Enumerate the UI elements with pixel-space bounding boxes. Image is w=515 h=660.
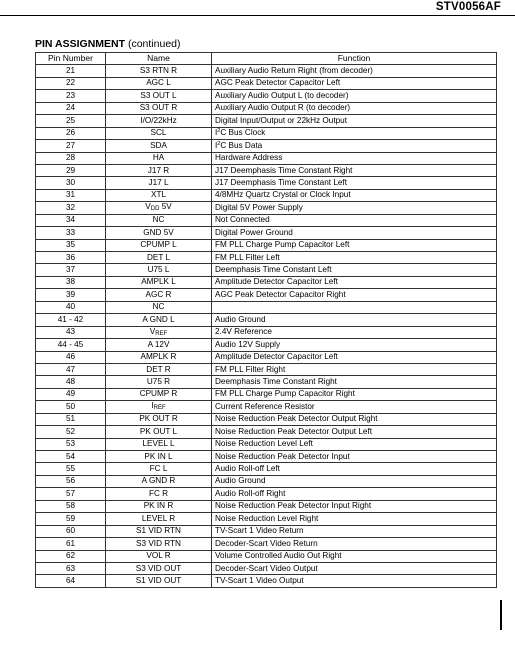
pin-function-cell: Noise Reduction Level Right (212, 513, 497, 525)
table-row (36, 152, 497, 164)
pin-name-cell (106, 202, 212, 214)
pin-function-cell: 2.4V Reference (212, 326, 497, 338)
pin-name-cell: PK IN R (106, 500, 212, 512)
pin-number-cell: 33 (36, 227, 106, 239)
pin-function-cell: Current Reference Resistor (212, 401, 497, 413)
column-header-pin-number: Pin Number (36, 53, 106, 65)
pin-function-cell: TV-Scart 1 Video Output (212, 575, 497, 587)
pin-name-cell: J17 L (106, 177, 212, 189)
table-row (36, 276, 497, 288)
pin-name-cell: AGC L (106, 77, 212, 89)
column-header-name: Name (106, 53, 212, 65)
section-title (35, 38, 181, 50)
table-row (36, 252, 497, 264)
pin-number-cell: 34 (36, 214, 106, 226)
pin-name-prefix: V (149, 326, 156, 336)
pin-function-cell (212, 140, 497, 152)
table-body (36, 65, 497, 587)
pin-function-cell: Auxiliary Audio Output L (to decoder) (212, 90, 497, 102)
section-title-suffix: (continued) (125, 38, 181, 50)
pin-number-cell: 60 (36, 525, 106, 537)
pin-function-cell: Decoder-Scart Video Output (212, 562, 497, 574)
pin-name-cell: PK OUT R (106, 413, 212, 425)
header-rule (0, 15, 515, 16)
pin-name-cell: HA (106, 152, 212, 164)
table-row (36, 525, 497, 537)
pin-number-cell: 64 (36, 575, 106, 587)
table-row (36, 351, 497, 363)
pin-function-cell: FM PLL Charge Pump Capacitor Left (212, 239, 497, 251)
pin-number-cell: 55 (36, 463, 106, 475)
pin-name-cell: CPUMP R (106, 388, 212, 400)
pin-number-cell: 54 (36, 451, 106, 463)
pin-number-cell: 37 (36, 264, 106, 276)
pin-name-cell: FC L (106, 463, 212, 475)
pin-name-cell: A GND L (106, 314, 212, 326)
pin-number-cell: 61 (36, 538, 106, 550)
table-row (36, 500, 497, 512)
pin-number-cell: 46 (36, 351, 106, 363)
pin-function-cell (212, 301, 497, 313)
pin-number-cell: 28 (36, 152, 106, 164)
pin-name-cell: SDA (106, 140, 212, 152)
pin-function-cell: Not Connected (212, 214, 497, 226)
pin-name-cell: U75 R (106, 376, 212, 388)
pin-name-cell: CPUMP L (106, 239, 212, 251)
column-header-function: Function (212, 53, 497, 65)
pin-name-cell: S3 OUT L (106, 90, 212, 102)
pin-function-cell: Audio 12V Supply (212, 339, 497, 351)
pin-name-cell: S3 VID RTN (106, 538, 212, 550)
pin-name-cell (106, 326, 212, 338)
table-row (36, 127, 497, 139)
pin-name-cell: PK IN L (106, 451, 212, 463)
table-row (36, 77, 497, 89)
pin-assignment-table (35, 52, 497, 588)
pin-number-cell: 49 (36, 388, 106, 400)
pin-function-cell (212, 127, 497, 139)
pin-number-cell: 58 (36, 500, 106, 512)
function-text: Bus Data (228, 140, 263, 150)
pin-number-cell: 40 (36, 301, 106, 313)
pin-name-cell: NC (106, 301, 212, 313)
table-row (36, 513, 497, 525)
function-superscript: 2 (217, 140, 221, 147)
pin-name-cell: I/O/22kHz (106, 115, 212, 127)
pin-number-cell: 23 (36, 90, 106, 102)
table-row (36, 363, 497, 375)
pin-function-cell: Audio Roll-off Right (212, 488, 497, 500)
table-row (36, 214, 497, 226)
pin-name-cell: S3 OUT R (106, 102, 212, 114)
pin-number-cell: 53 (36, 438, 106, 450)
pin-function-cell: Noise Reduction Peak Detector Input (212, 451, 497, 463)
pin-function-cell: AGC Peak Detector Capacitor Left (212, 77, 497, 89)
pin-number-cell: 39 (36, 289, 106, 301)
pin-function-cell: Deemphasis Time Constant Right (212, 376, 497, 388)
pin-function-cell: Digital Power Ground (212, 227, 497, 239)
pin-number-cell: 38 (36, 276, 106, 288)
table-row (36, 475, 497, 487)
pin-function-cell: FM PLL Filter Left (212, 252, 497, 264)
pin-number-cell: 35 (36, 239, 106, 251)
pin-function-cell: Audio Ground (212, 475, 497, 487)
pin-function-cell: Digital 5V Power Supply (212, 202, 497, 214)
pin-name-cell: GND 5V (106, 227, 212, 239)
pin-name-cell: NC (106, 214, 212, 226)
table-row (36, 550, 497, 562)
pin-number-cell: 21 (36, 65, 106, 77)
table-row (36, 90, 497, 102)
pin-function-cell: Auxiliary Audio Output R (to decoder) (212, 102, 497, 114)
pin-name-cell: DET R (106, 363, 212, 375)
pin-number-cell: 24 (36, 102, 106, 114)
pin-number-cell: 41 - 42 (36, 314, 106, 326)
pin-name-cell: SCL (106, 127, 212, 139)
pin-function-cell: Noise Reduction Peak Detector Output Right (212, 413, 497, 425)
pin-name-cell: AMPLK R (106, 351, 212, 363)
table-row (36, 202, 497, 214)
pin-name-cell (106, 401, 212, 413)
pin-name-cell: PK OUT L (106, 426, 212, 438)
pin-number-cell: 36 (36, 252, 106, 264)
pin-name-cell: S3 VID OUT (106, 562, 212, 574)
pin-name-cell: VOL R (106, 550, 212, 562)
pin-name-subscript: REF (153, 405, 166, 412)
table-row (36, 239, 497, 251)
pin-number-cell: 52 (36, 426, 106, 438)
table-row (36, 264, 497, 276)
pin-function-cell: Noise Reduction Level Left (212, 438, 497, 450)
function-prefix: I (215, 140, 218, 150)
pin-function-cell: Deemphasis Time Constant Left (212, 264, 497, 276)
pin-name-cell: S1 VID OUT (106, 575, 212, 587)
pin-name-prefix: I (151, 401, 154, 411)
table-row (36, 401, 497, 413)
table-row (36, 189, 497, 201)
pin-name-text: 5V (159, 202, 172, 212)
pin-name-cell: AMPLK L (106, 276, 212, 288)
section-title-main: PIN ASSIGNMENT (35, 38, 126, 50)
function-superscript: 2 (217, 128, 221, 135)
function-prefix-2: C (220, 128, 229, 138)
pin-number-cell: 50 (36, 401, 106, 413)
pin-function-cell: Audio Ground (212, 314, 497, 326)
table-row (36, 115, 497, 127)
pin-number-cell: 27 (36, 140, 106, 152)
table-row (36, 538, 497, 550)
table-row (36, 65, 497, 77)
pin-function-cell: J17 Deemphasis Time Constant Right (212, 164, 497, 176)
pin-function-cell: Noise Reduction Peak Detector Input Right (212, 500, 497, 512)
pin-name-cell: A 12V (106, 339, 212, 351)
pin-number-cell: 57 (36, 488, 106, 500)
table-row (36, 227, 497, 239)
pin-function-cell: Audio Roll-off Left (212, 463, 497, 475)
table-row (36, 314, 497, 326)
table-row (36, 102, 497, 114)
pin-name-cell: U75 L (106, 264, 212, 276)
table-row (36, 140, 497, 152)
pin-number-cell: 32 (36, 202, 106, 214)
pin-function-cell: Amplitude Detector Capacitor Left (212, 351, 497, 363)
table-row (36, 426, 497, 438)
function-prefix-2: C (220, 140, 229, 150)
pin-name-cell: XTL (106, 189, 212, 201)
table-row (36, 488, 497, 500)
table-row (36, 575, 497, 587)
table-row (36, 177, 497, 189)
pin-name-cell: DET L (106, 252, 212, 264)
table-row (36, 438, 497, 450)
pin-number-cell: 51 (36, 413, 106, 425)
pin-name-cell: S3 RTN R (106, 65, 212, 77)
table-row (36, 339, 497, 351)
pin-number-cell: 48 (36, 376, 106, 388)
pin-number-cell: 22 (36, 77, 106, 89)
pin-function-cell: Amplitude Detector Capacitor Left (212, 276, 497, 288)
pin-name-subscript: REF (155, 330, 168, 337)
pin-number-cell: 63 (36, 562, 106, 574)
pin-name-cell: FC R (106, 488, 212, 500)
pin-name-cell: AGC R (106, 289, 212, 301)
pin-number-cell: 47 (36, 363, 106, 375)
pin-function-cell: 4/8MHz Quartz Crystal or Clock Input (212, 189, 497, 201)
table-row (36, 326, 497, 338)
pin-name-cell: S1 VID RTN (106, 525, 212, 537)
table-row (36, 388, 497, 400)
table-row (36, 413, 497, 425)
pin-name-cell: LEVEL R (106, 513, 212, 525)
pin-function-cell: J17 Deemphasis Time Constant Left (212, 177, 497, 189)
pin-function-cell: Hardware Address (212, 152, 497, 164)
table-row (36, 451, 497, 463)
document-id: STV0056AF (435, 1, 501, 13)
pin-number-cell: 29 (36, 164, 106, 176)
table-row (36, 289, 497, 301)
pin-function-cell: Digital Input/Output or 22kHz Output (212, 115, 497, 127)
pin-number-cell: 62 (36, 550, 106, 562)
pin-name-cell: LEVEL L (106, 438, 212, 450)
table-row (36, 562, 497, 574)
table-row (36, 164, 497, 176)
pin-function-cell: Noise Reduction Peak Detector Output Left (212, 426, 497, 438)
pin-number-cell: 59 (36, 513, 106, 525)
pin-name-prefix: V (145, 202, 151, 212)
pin-function-cell: TV-Scart 1 Video Return (212, 525, 497, 537)
pin-number-cell: 26 (36, 127, 106, 139)
pin-function-cell: AGC Peak Detector Capacitor Right (212, 289, 497, 301)
pin-name-cell: J17 R (106, 164, 212, 176)
table-row (36, 463, 497, 475)
pin-function-cell: Volume Controlled Audio Out Right (212, 550, 497, 562)
function-text: Bus Clock (228, 128, 266, 138)
pin-number-cell: 31 (36, 189, 106, 201)
margin-change-bar (500, 600, 502, 630)
pin-number-cell: 43 (36, 326, 106, 338)
pin-name-cell: A GND R (106, 475, 212, 487)
pin-function-cell: Auxiliary Audio Return Right (from decoder) (212, 65, 497, 77)
pin-number-cell: 44 - 45 (36, 339, 106, 351)
function-prefix: I (215, 128, 218, 138)
pin-number-cell: 56 (36, 475, 106, 487)
pin-number-cell: 25 (36, 115, 106, 127)
table-row (36, 301, 497, 313)
pin-number-cell: 30 (36, 177, 106, 189)
pin-name-subscript: DD (150, 206, 160, 213)
table-header-row (36, 53, 497, 65)
pin-function-cell: FM PLL Charge Pump Capacitor Right (212, 388, 497, 400)
pin-function-cell: FM PLL Filter Right (212, 363, 497, 375)
table-row (36, 376, 497, 388)
pin-function-cell: Decoder-Scart Video Return (212, 538, 497, 550)
